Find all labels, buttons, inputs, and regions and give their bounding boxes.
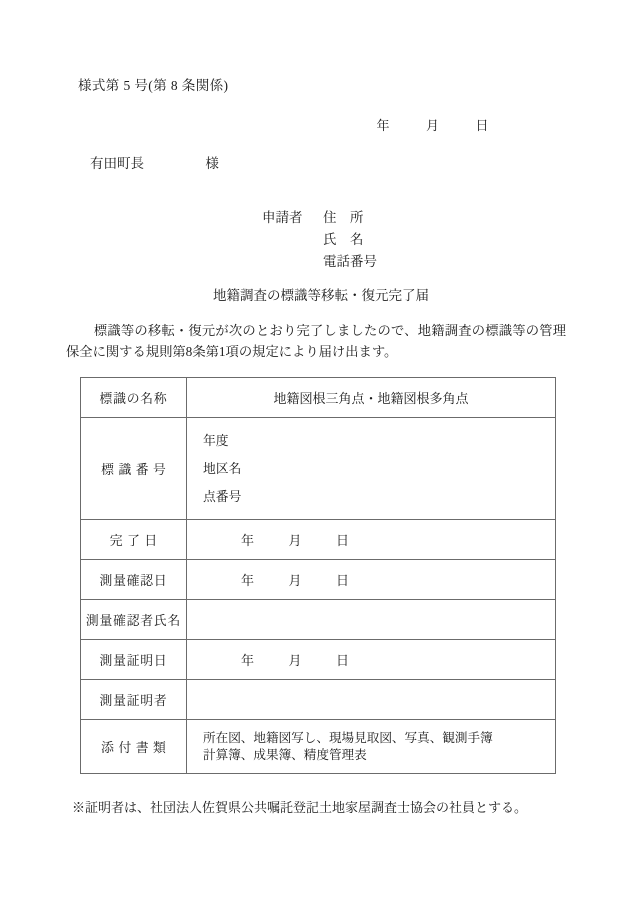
addressee-line [90, 152, 219, 172]
applicant-name-row [262, 229, 377, 251]
addressee-honorific: 様 [205, 156, 219, 171]
row-value-cell[interactable] [187, 640, 556, 680]
applicant-phone-row [262, 251, 377, 273]
footnote: ※証明者は、社団法人佐賀県公共嘱託登記土地家屋調査士協会の社員とする。 [72, 800, 528, 815]
applicant-block [262, 207, 377, 273]
attachment-line: 所在図、地籍図写し、現場見取図、写真、観測手簿 [203, 730, 493, 745]
row-value-cell[interactable] [187, 680, 556, 720]
form-table [80, 377, 556, 774]
applicant-address-label: 住 所 [323, 210, 364, 225]
table-row [81, 378, 556, 418]
table-row [81, 418, 556, 520]
applicant-name-label: 氏 名 [323, 232, 364, 247]
header-date-month: 月 [425, 118, 439, 133]
table-row [81, 600, 556, 640]
document-title [0, 284, 630, 304]
date-day: 日 [336, 573, 350, 588]
row-label: 標識の名称 [99, 392, 168, 406]
addressee-name: 有田町長 [90, 156, 144, 171]
header-date-line [0, 115, 630, 134]
applicant-phone-label: 電話番号 [323, 254, 377, 269]
date-month: 月 [288, 573, 302, 588]
row-label-cell [81, 680, 187, 720]
row-value: 地籍図根三角点・地籍図根多角点 [273, 391, 469, 406]
marker-number-fields [187, 422, 555, 516]
row-label: 標識番号 [101, 463, 171, 477]
table-row [81, 520, 556, 560]
date-field [187, 570, 349, 589]
table-row [81, 640, 556, 680]
form-code: 様式第 5 号(第 8 条関係) [78, 78, 229, 93]
header-date-year: 年 [376, 118, 390, 133]
row-value-cell[interactable] [187, 720, 556, 774]
date-month: 月 [288, 533, 302, 548]
date-year: 年 [241, 573, 255, 588]
field-year: 年度 [203, 433, 229, 448]
row-value-cell[interactable] [187, 600, 556, 640]
applicant-address-row [262, 207, 377, 229]
date-field [187, 530, 349, 549]
field-district-name: 地区名 [203, 461, 242, 476]
document-body [66, 320, 566, 362]
row-label-cell [81, 378, 187, 418]
table-row [81, 680, 556, 720]
attachment-line: 計算簿、成果簿、精度管理表 [203, 747, 367, 762]
date-day: 日 [336, 653, 350, 668]
applicant-lead-label: 申請者 [262, 210, 303, 225]
table-row [81, 720, 556, 774]
field-point-number: 点番号 [203, 489, 242, 504]
row-label: 測量証明日 [99, 654, 168, 668]
row-label-cell [81, 560, 187, 600]
date-year: 年 [241, 653, 255, 668]
document-title-text: 地籍調査の標識等移転・復元完了届 [213, 288, 429, 303]
row-value-cell[interactable] [187, 418, 556, 520]
row-label: 測量証明者 [99, 694, 168, 708]
date-field [187, 650, 349, 669]
row-label-cell [81, 600, 187, 640]
row-value-cell[interactable] [187, 520, 556, 560]
date-year: 年 [241, 533, 255, 548]
date-month: 月 [288, 653, 302, 668]
row-value-cell[interactable] [187, 560, 556, 600]
document-body-text: 標識等の移転・復元が次のとおり完了しましたので、地籍調査の標識等の管理保全に関する規則第8条第1項の規定により届け出ます。 [66, 323, 566, 359]
table-row [81, 560, 556, 600]
header-date-day: 日 [475, 118, 489, 133]
row-label: 測量確認日 [99, 574, 168, 588]
row-label: 測量確認者氏名 [85, 614, 182, 628]
row-label-cell [81, 720, 187, 774]
row-label-cell [81, 418, 187, 520]
row-label: 完了日 [109, 534, 162, 548]
attachment-list [187, 726, 555, 768]
date-day: 日 [336, 533, 350, 548]
row-label-cell [81, 520, 187, 560]
row-value-cell[interactable] [187, 378, 556, 418]
row-label: 添付書類 [101, 741, 171, 755]
row-label-cell [81, 640, 187, 680]
